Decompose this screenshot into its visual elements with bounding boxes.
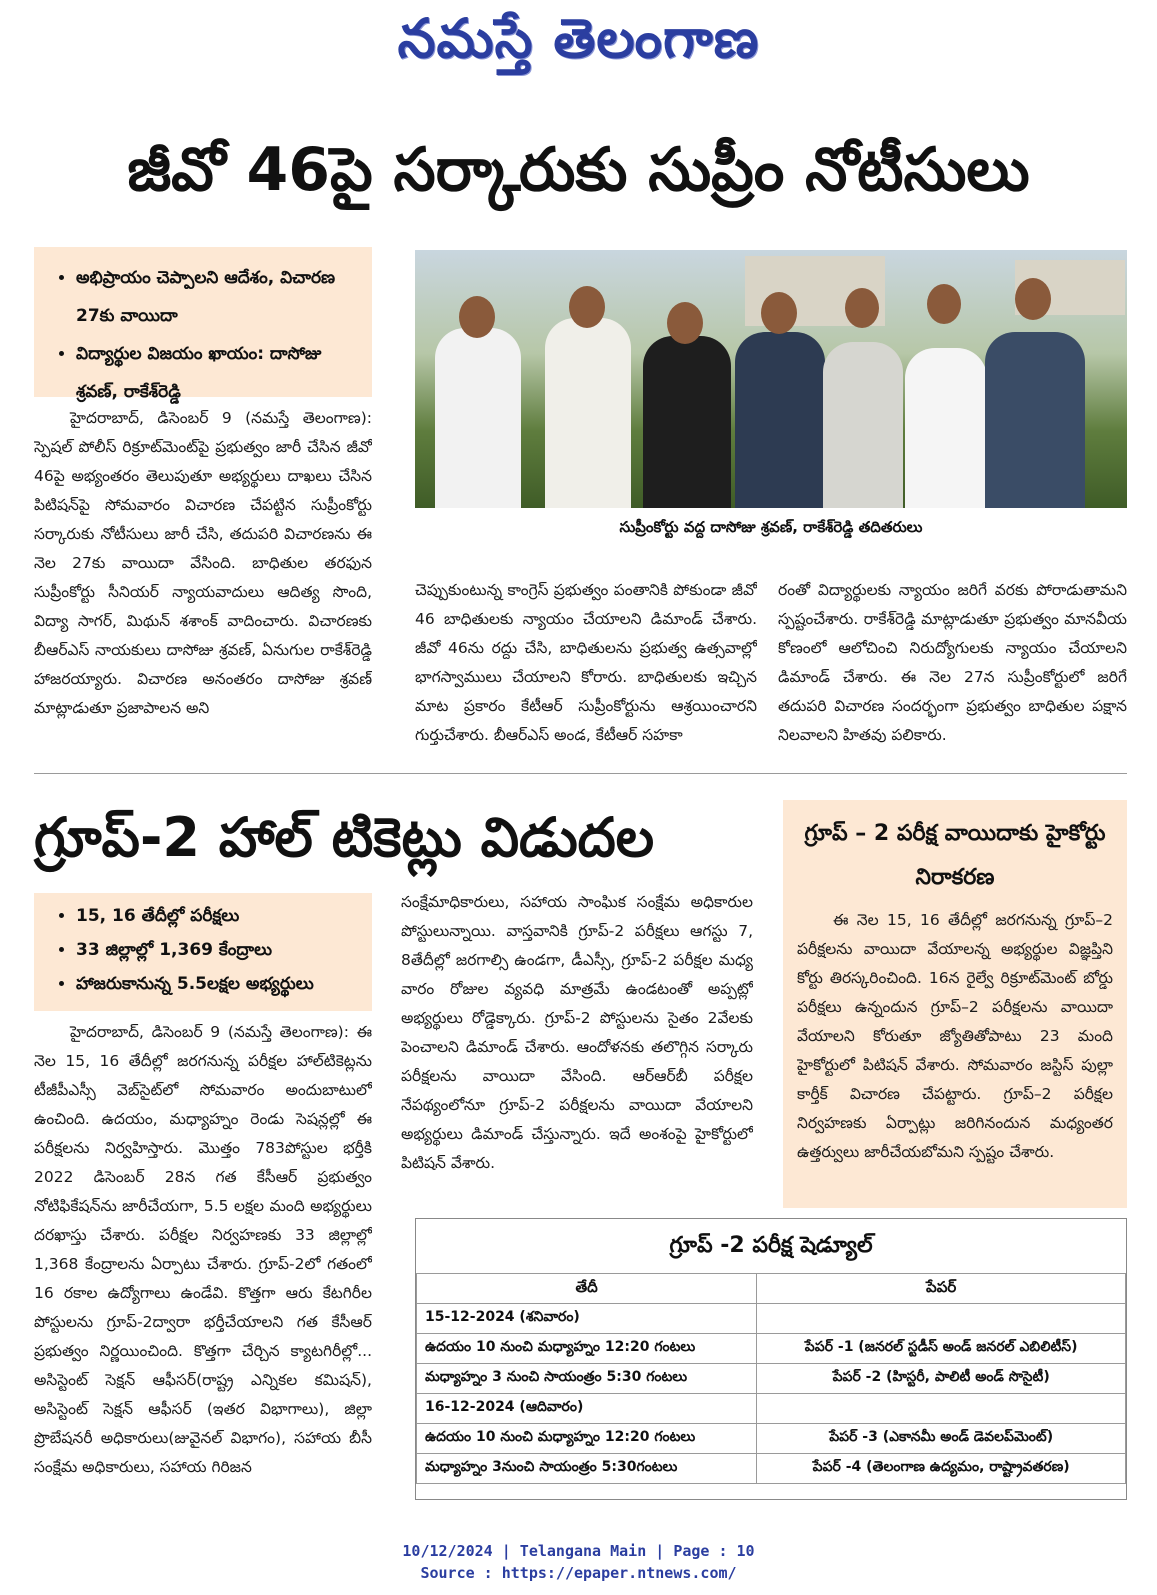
story2-bullet: • 33 జిల్లాల్లో 1,369 కేంద్రాలు	[76, 933, 358, 967]
story1-col2-text: చెప్పుకుంటున్న కాంగ్రెస్ ప్రభుత్వం పంతానికి పోకుండా జీవో 46 బాధితులకు న్యాయం చేయాలని డిమాండ్ చేశారు. జీవో 46ను రద్దు చేసి, బాధితులను ప్రభుత్వ ఉత్సవాల్లో భాగస్వాములు చేయాలని కోరారు. బాధితులకు ఇచ్చిన మాట ప్రకారం కేటీఆర్ సుప్రీంకోర్టును ఆశ్రయించారని గుర్తుచేశారు. బీఆర్‌ఎస్ అండ, కేటీఆర్ సహకా	[415, 581, 757, 744]
story1-col3-text: రంతో విద్యార్థులకు న్యాయం జరిగే వరకు పోరాడుతామని స్పష్టంచేశారు. రాకేశ్‌రెడ్డి మాట్లాడుతూ ప్రభుత్వం మానవీయ కోణంలో ఆలోచించి నిరుద్యోగులకు న్యాయం చేయాలని డిమాండ్ చేశారు. ఈ నెల 27న సుప్రీంకోర్టులో జరిగే తదుపరి విచారణ సందర్భంగా ప్రభుత్వం బాధితుల పక్షాన నిలవాలని హితవు పలికారు.	[778, 581, 1127, 744]
story1-column-2	[415, 576, 757, 746]
schedule-table	[416, 1273, 1126, 1484]
schedule-date: 15-12-2024 (శనివారం)	[417, 1304, 757, 1334]
footer-source-link[interactable]: Source : https://epaper.ntnews.com/	[420, 1564, 737, 1582]
table-row	[417, 1394, 1126, 1424]
masthead-logo: నమస్తే తెలంగాణ	[397, 6, 760, 70]
schedule-time: ఉదయం 10 నుంచి మధ్యాహ్నం 12:20 గంటలు	[417, 1334, 757, 1364]
header-paper: పేపర్	[757, 1274, 1126, 1304]
table-row	[417, 1424, 1126, 1454]
sidebar-text: ఈ నెల 15, 16 తేదీల్లో జరగనున్న గ్రూప్–2 పరీక్షలను వాయిదా వేయాలన్న అభ్యర్థుల విజ్ఞప్తిని కోర్టు తిరస్కరించింది. 16న రైల్వే రిక్రూట్‌మెంట్ బోర్డు పరీక్షలు ఉన్నందున గ్రూప్–2 పరీక్షలను వాయిదా వేయాలని కోరుతూ జ్యోతితోపాటు 23 మంది హైకోర్టులో పిటిషన్ వేశారు. సోమవారం జస్టిస్ పుల్లా కార్తీక్ విచారణ చేపట్టారు. గ్రూప్–2 పరీక్షల నిర్వహణకు ఏర్పాట్లు జరిగినందున మధ్యంతర ఉత్తర్వులు జారీచేయబోమని స్పష్టం చేశారు.	[797, 911, 1113, 1161]
footer-date-page: 10/12/2024 | Telangana Main | Page : 10	[402, 1542, 755, 1560]
story2-column-2	[401, 888, 753, 1206]
story1-headline: జీవో 46పై సర్కారుకు సుప్రీం నోటీసులు	[127, 135, 1030, 205]
story1-photo	[415, 250, 1127, 508]
story1-column-3	[778, 576, 1127, 746]
schedule-paper: పేపర్ -1 (జనరల్ స్టడీస్ అండ్ జనరల్ ఎబిలిటీస్)	[757, 1334, 1126, 1364]
table-row	[417, 1304, 1126, 1334]
table-row	[417, 1334, 1126, 1364]
story1-bullet: • అభిప్రాయం చెప్పాలని ఆదేశం, విచారణ 27కు వాయిదా	[76, 259, 358, 335]
header-date: తేదీ	[417, 1274, 757, 1304]
schedule-time: మధ్యాహ్నం 3 నుంచి సాయంత్రం 5:30 గంటలు	[417, 1364, 757, 1394]
table-row	[417, 1454, 1126, 1484]
story2-headline: గ్రూప్-2 హాల్ టికెట్లు విడుదల	[34, 806, 655, 869]
table-row	[417, 1364, 1126, 1394]
sidebar-body	[797, 906, 1113, 1196]
story1-bullet: • విద్యార్థుల విజయం ఖాయం: దాసోజు శ్రవణ్, రాకేశ్‌రెడ్డి	[76, 335, 358, 411]
story2-bullet: • 15, 16 తేదీల్లో పరీక్షలు	[76, 899, 358, 933]
story2-bullet: • హాజరుకానున్న 5.5లక్షల అభ్యర్థులు	[76, 967, 358, 1001]
story2-col1-text: హైదరాబాద్, డిసెంబర్ 9 (నమస్తే తెలంగాణ): ఈ నెల 15, 16 తేదీల్లో జరగనున్న పరీక్షల హాల్‌టికెట్లను టీజీపీఎస్సీ వెబ్‌సైట్‌లో సోమవారం అందుబాటులో ఉంచింది. ఉదయం, మధ్యాహ్నం రెండు సెషన్లల్లో ఈ పరీక్షలను నిర్వహిస్తారు. మొత్తం 783పోస్టుల భర్తీకి 2022 డిసెంబర్ 28న గత కేసీఆర్ ప్రభుత్వం నోటిఫికేషన్‌ను జారీచేయగా, 5.5 లక్షల మంది అభ్యర్థులు దరఖాస్తు చేశారు. పరీక్షల నిర్వహణకు 33 జిల్లాల్లో 1,368 కేంద్రాలను ఏర్పాటు చేశారు. గ్రూప్-2లో గతంలో 16 రకాల ఉద్యోగాలు ఉండేవి. కొత్తగా ఆరు కేటగిరీల పోస్టులను గ్రూప్-2ద్వారా భర్తీచేయాలని గత కేసీఆర్ ప్రభుత్వం నిర్ణయించింది. కొత్తగా చేర్చిన క్యాటగిరీల్లో... అసిస్టెంట్ సెక్షన్ ఆఫీసర్(రాష్ట్ర ఎన్నికల కమిషన్), అసిస్టెంట్ సెక్షన్ ఆఫీసర్ (ఇతర విభాగాలు), జిల్లా ప్రొబేషనరీ అధికారులు(జువైనల్ విభాగం), సహాయ బీసీ సంక్షేమ అధికారులు, సహాయ గిరిజన	[34, 1023, 372, 1476]
schedule-date: 16-12-2024 (ఆదివారం)	[417, 1394, 757, 1424]
schedule-paper: పేపర్ -4 (తెలంగాణ ఉద్యమం, రాష్ట్రావతరణ)	[757, 1454, 1126, 1484]
schedule-paper: పేపర్ -3 (ఎకానమీ అండ్ డెవలప్‌మెంట్)	[757, 1424, 1126, 1454]
story1-col1-text: హైదరాబాద్, డిసెంబర్ 9 (నమస్తే తెలంగాణ): స్పెషల్ పోలీస్ రిక్రూట్‌మెంట్‌పై ప్రభుత్వం జారీ చేసిన జీవో 46పై అభ్యంతరం తెలుపుతూ అభ్యర్థులు దాఖలు చేసిన పిటిషన్‌పై సోమవారం విచారణ చేపట్టిన సుప్రీంకోర్టు సర్కారుకు నోటీసులు జారీ చేసి, తదుపరి విచారణను ఈ నెల 27కు వాయిదా వేసింది. బాధితుల తరఫున సుప్రీంకోర్టు సీనియర్ న్యాయవాదులు ఆదిత్య సొంది, విద్యా సాగర్, మిథున్ శశాంక్ వాదించారు. విచారణకు బీఆర్‌ఎస్ నాయకులు దాసోజు శ్రవణ్, ఏనుగుల రాకేశ్‌రెడ్డి హాజరయ్యారు. విచారణ అనంతరం దాసోజు శ్రవణ్ మాట్లాడుతూ ప్రజాపాలన అని	[34, 409, 372, 717]
story2-col2-text: సంక్షేమాధికారులు, సహాయ సాంఘిక సంక్షేమ అధికారుల పోస్టులున్నాయి. వాస్తవానికి గ్రూప్-2 పరీక్షలు ఆగస్టు 7, 8తేదీల్లో జరగాల్సి ఉండగా, డీఎస్సీ, గ్రూప్-2 పరీక్షల మధ్య వారం రోజుల వ్యవధి మాత్రమే ఉండటంతో అప్పట్లో అభ్యర్థులు రోడ్డెక్కారు. గ్రూప్-2 పోస్టులను సైతం 2వేలకు పెంచాలని డిమాండ్ చేశారు. ఆందోళనకు తలొగ్గిన సర్కారు పరీక్షలను వాయిదా వేసింది. ఆర్‌ఆర్‌బీ పరీక్షల నేపథ్యంలోనూ గ్రూప్-2 పరీక్షలను వాయిదా వేయాలని అభ్యర్థులు డిమాండ్ చేస్తున్నారు. ఇదే అంశంపై హైకోర్టులో పిటిషన్ వేశారు.	[401, 893, 753, 1172]
schedule-paper: పేపర్ -2 (హిస్టరీ, పాలిటీ అండ్ సొసైటీ)	[757, 1364, 1126, 1394]
schedule-paper	[757, 1304, 1126, 1334]
photo-caption: సుప్రీంకోర్టు వద్ద దాసోజు శ్రవణ్, రాకేశ్‌రెడ్డి తదితరులు	[619, 518, 923, 536]
schedule-title: గ్రూప్ -2 పరీక్ష షెడ్యూల్	[669, 1233, 873, 1258]
schedule-paper	[757, 1394, 1126, 1424]
exam-schedule	[415, 1218, 1127, 1500]
story1-column-1	[34, 404, 372, 744]
story2-highlights	[34, 893, 372, 1011]
story2-column-1	[34, 1018, 372, 1498]
sidebar-title: గ్రూప్ – 2 పరీక్ష వాయిదాకు హైకోర్టు నిరాకరణ	[804, 821, 1106, 890]
table-header-row	[417, 1274, 1126, 1304]
story1-highlights	[34, 247, 372, 402]
sidebar-highcourt	[783, 800, 1127, 1208]
schedule-time: మధ్యాహ్నం 3నుంచి సాయంత్రం 5:30గంటలు	[417, 1454, 757, 1484]
section-divider	[34, 773, 1127, 774]
schedule-time: ఉదయం 10 నుంచి మధ్యాహ్నం 12:20 గంటలు	[417, 1424, 757, 1454]
